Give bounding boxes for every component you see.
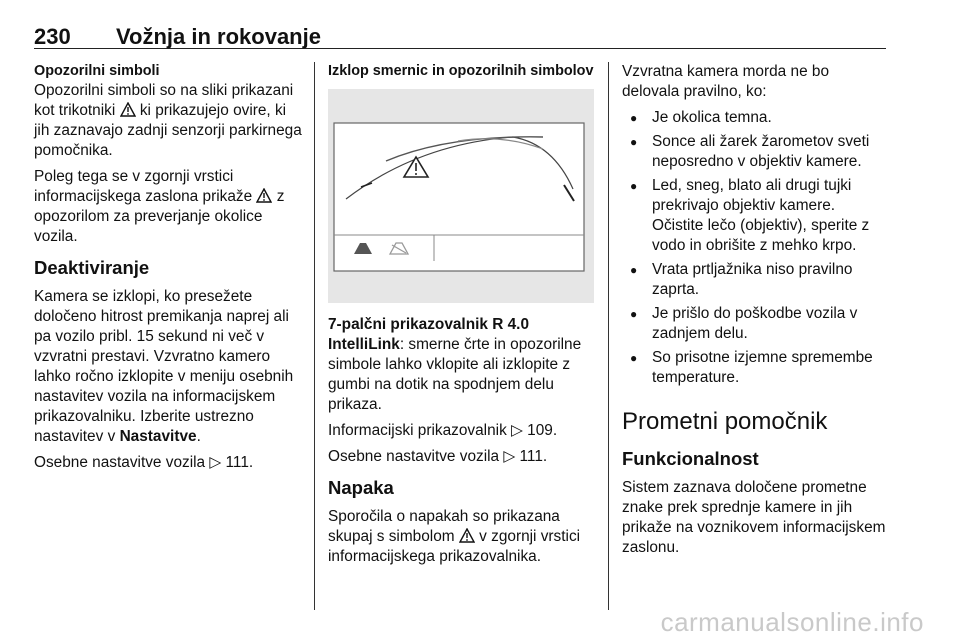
watermark: carmanualsonline.info bbox=[660, 607, 924, 637]
list-item: ● Led, sneg, blato ali drugi tujki prekrivajo objektiv kamere. Očistite lečo (objektiv), sperite z vodo in obrišite z mehko krpo. bbox=[622, 176, 886, 256]
list-item: ● Vrata prtljažnika niso pravilno zaprta. bbox=[622, 260, 886, 300]
heading-deactivation: Deaktiviranje bbox=[34, 257, 150, 278]
page-ref-arrow-icon: ▷ bbox=[503, 448, 516, 465]
list-item: ● Je prišlo do poškodbe vozila v zadnjem delu. bbox=[622, 304, 886, 344]
warning-triangle-icon bbox=[256, 188, 272, 203]
paragraph: Kamera se izklopi, ko presežete določeno hitrost premikanja naprej ali pa vozilo pribl. 15 sekund ni več v vzvratni prestavi. Vzvratno kamero lahko ročno izklopite v meniju osebnih nastavitev vozila na informacijskem prikazovalniku. Izberite ustrezno nastavitev v Nastavitve. bbox=[34, 288, 294, 445]
column-1 bbox=[34, 62, 302, 479]
heading-error: Napaka bbox=[328, 477, 394, 498]
list-item: ● So prisotne izjemne spremembe temperature. bbox=[622, 348, 886, 388]
page-ref-arrow-icon: ▷ bbox=[209, 454, 222, 471]
cross-reference: Osebne nastavitve vozila ▷ 111. bbox=[328, 448, 548, 465]
paragraph: Opozorilni simboli so na sliki prikazani kot trikotniki ki prikazujejo ovire, ki jih zaznavajo zadnji senzorji parkirnega pomočnika. bbox=[34, 82, 302, 159]
paragraph: Poleg tega se v zgornji vrstici informacijskega zaslona prikaže z opozorilom za preverjanje okolice vozila. bbox=[34, 168, 285, 245]
column-divider bbox=[608, 62, 609, 610]
cross-reference: Informacijski prikazovalnik ▷ 109. bbox=[328, 422, 558, 439]
list-item: ● Sonce ali žarek žarometov sveti neposredno v objektiv kamere. bbox=[622, 132, 886, 172]
page-ref-arrow-icon: ▷ bbox=[511, 422, 523, 439]
camera-display-figure bbox=[328, 89, 594, 303]
heading-functionality: Funkcionalnost bbox=[622, 448, 759, 469]
heading-guideline-off: Izklop smernic in opozorilnih simbolov bbox=[328, 63, 594, 79]
warning-triangle-icon bbox=[120, 102, 136, 117]
paragraph: Sporočila o napakah so prikazana skupaj s simbolom v zgornji vrstici informacijskega prikazovalnika. bbox=[328, 508, 581, 565]
page-header bbox=[34, 14, 886, 49]
page-number: 230 bbox=[34, 24, 71, 49]
heading-traffic-assistant: Prometni pomočnik bbox=[622, 408, 828, 435]
column-divider bbox=[314, 62, 315, 610]
column-3 bbox=[622, 62, 886, 564]
figure-caption: 7-palčni prikazovalnik R 4.0 IntelliLink: smerne črte in opozorilne simbole lahko vklopite ali izklopite z gumbi na dotik na spodnjem delu prikaza. bbox=[328, 316, 582, 413]
list-item: ● Je okolica temna. bbox=[622, 108, 886, 128]
page-title: Vožnja in rokovanje bbox=[116, 24, 321, 49]
paragraph: Vzvratna kamera morda ne bo delovala pravilno, ko: bbox=[622, 63, 830, 100]
heading-warning-symbols: Opozorilni simboli bbox=[34, 63, 160, 79]
conditions-list bbox=[622, 108, 886, 388]
column-2 bbox=[328, 62, 596, 573]
cross-reference: Osebne nastavitve vozila ▷ 111. bbox=[34, 454, 254, 471]
warning-triangle-icon bbox=[459, 528, 475, 543]
paragraph: Sistem zaznava določene prometne znake prek sprednje kamere in jih prikaže na voznikovem informacijskem zaslonu. bbox=[622, 479, 886, 556]
